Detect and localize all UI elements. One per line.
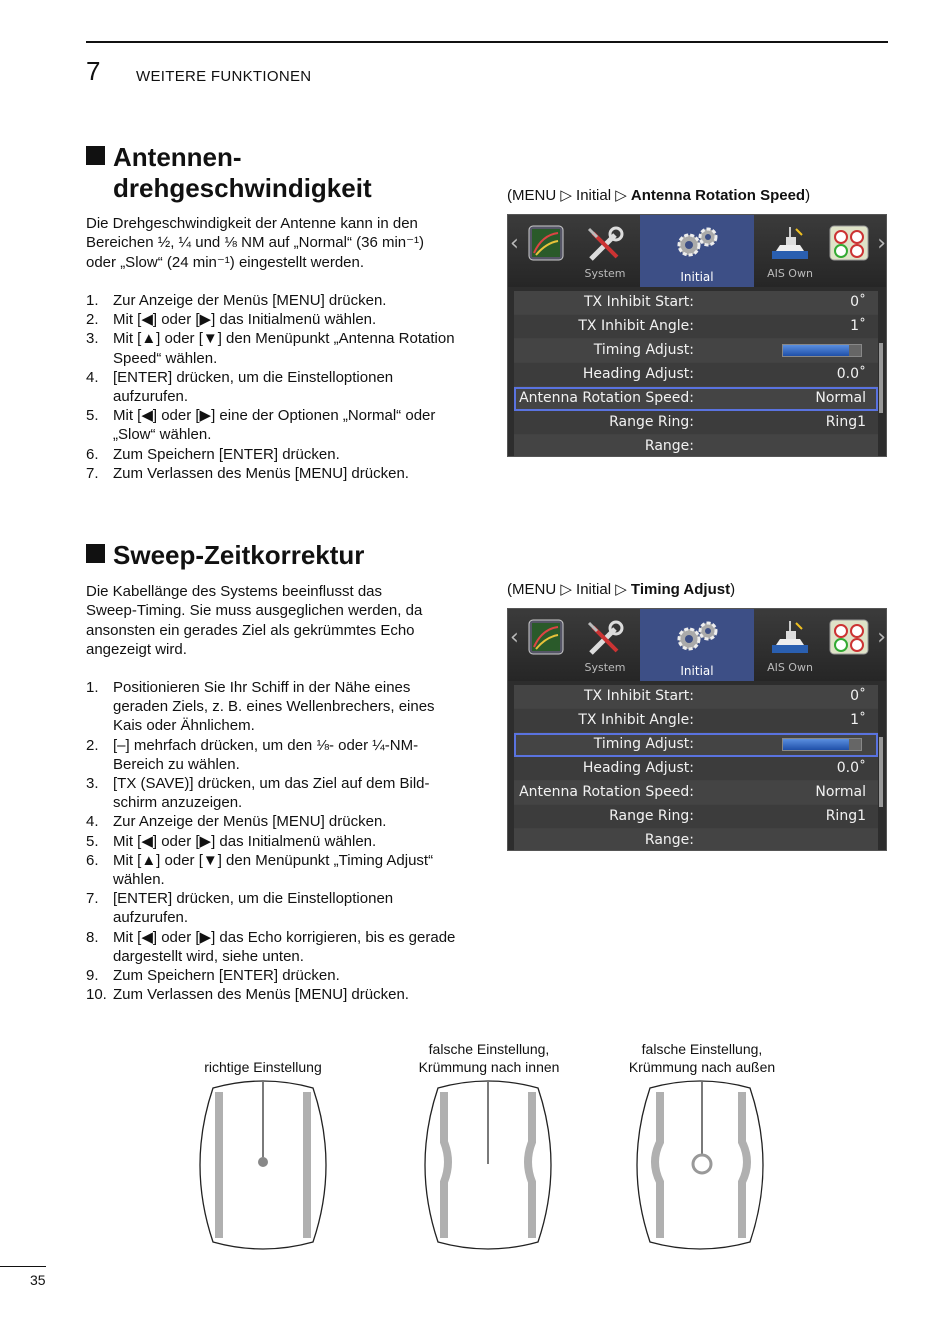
step-text: [–] mehrfach drücken, um den ⅛- oder ¼-NM-Bereich zu wählen. [113, 736, 419, 773]
tab-radar[interactable] [526, 215, 566, 287]
step-number: 3. [86, 330, 99, 348]
step-number: 1. [86, 679, 99, 696]
step-item [86, 928, 466, 966]
step-number: 4. [86, 368, 99, 386]
own-ship-dot [258, 1157, 268, 1167]
step-text: [TX (SAVE)] drücken, um das Ziel auf dem Bildschirm anzuzeigen. [113, 775, 430, 812]
menu-row[interactable] [514, 291, 878, 315]
tab-prev-icon[interactable]: ‹ [510, 231, 519, 256]
menu-row-value: Ring1 [825, 414, 866, 430]
menu-row[interactable] [514, 435, 878, 457]
timing-adjust-bar[interactable] [782, 738, 862, 751]
menu-row-label: Timing Adjust: [593, 342, 694, 358]
tab-label: Initial [680, 270, 714, 284]
timing-adjust-fill [783, 345, 849, 356]
section-heading-sweep: Sweep-Zeitkorrektur [86, 540, 364, 571]
section-heading-antenna-speed: Antennen- drehgeschwindigkeit [86, 142, 372, 204]
header-rule [86, 41, 888, 43]
menu-row[interactable] [514, 315, 878, 339]
step-number: 8. [86, 928, 99, 946]
step-text: Zum Verlassen des Menüs [MENU] drücken. [113, 464, 409, 482]
menu-row[interactable] [514, 709, 878, 733]
step-number: 5. [86, 832, 99, 850]
menu-row-value: Ring1 [825, 808, 866, 824]
tab-system[interactable] [570, 609, 640, 681]
menu-row-label: TX Inhibit Start: [584, 688, 694, 704]
menu-row-label: TX Inhibit Start: [584, 294, 694, 310]
tab-label: System [584, 661, 626, 674]
menu-screen-antenna-speed [507, 214, 887, 457]
menu-screen-timing-adjust [507, 608, 887, 851]
tab-initial[interactable] [640, 609, 754, 681]
menu-row-label: TX Inhibit Angle: [578, 318, 694, 334]
menu-row-label: Range Ring: [609, 808, 694, 824]
step-number: 2. [86, 736, 99, 754]
step-item [86, 678, 466, 736]
sweep-caption-correct: richtige Einstellung [204, 1059, 322, 1075]
step-item [86, 889, 466, 927]
page-number: 35 [30, 1272, 46, 1288]
step-text: Mit [◀] oder [▶] eine der Optionen „Normal“ oder „Slow“ wählen. [113, 407, 436, 444]
tab-system[interactable] [570, 215, 640, 287]
step-text: Mit [◀] oder [▶] das Echo korrigieren, bis es gerade dargestellt wird, siehe unten. [113, 928, 456, 965]
tab-prev-icon[interactable]: ‹ [510, 625, 519, 650]
menu-row[interactable] [514, 781, 878, 805]
menu-row-value: Normal [815, 390, 866, 406]
tab-label: System [584, 267, 626, 280]
step-item [86, 464, 466, 483]
menu-row-label: Heading Adjust: [582, 366, 694, 382]
step-item [86, 812, 466, 831]
step-item [86, 368, 466, 406]
ship-icon [770, 619, 810, 659]
menu-rows [514, 685, 878, 851]
sweep-caption-outward: falsche Einstellung, Krümmung nach außen [628, 1041, 776, 1075]
step-text: Positionieren Sie Ihr Schiff in der Nähe eines geraden Ziels, z. B. eines Wellenbrechers, eines Kais oder Ähnlichem. [113, 679, 435, 735]
menu-row-value: 1˚ [850, 712, 866, 728]
menu-row-value: 0˚ [850, 688, 866, 704]
step-text: Mit [◀] oder [▶] das Initialmenü wählen. [113, 311, 377, 329]
sweep-diagram-correct [193, 1080, 333, 1250]
step-item [86, 329, 466, 367]
tab-ais-own[interactable] [758, 215, 822, 287]
menu-row-label: Heading Adjust: [582, 760, 694, 776]
chapter-number: 7 [86, 56, 101, 86]
step-text: Zum Verlassen des Menüs [MENU] drücken. [113, 986, 409, 1004]
step-text: Zur Anzeige der Menüs [MENU] drücken. [113, 813, 387, 831]
step-number: 1. [86, 292, 99, 309]
step-number: 6. [86, 445, 99, 463]
menu-row[interactable] [514, 805, 878, 829]
step-text: Zum Speichern [ENTER] drücken. [113, 445, 340, 463]
menu-row-label: Range: [644, 832, 694, 848]
wrench-screwdriver-icon [585, 619, 625, 663]
heading-square-icon [86, 146, 105, 165]
echo-right-curve [528, 1092, 532, 1238]
step-text: [ENTER] drücken, um die Einstelloptionen aufzurufen. [113, 890, 394, 927]
sweep-caption-inward: falsche Einstellung, Krümmung nach innen [418, 1041, 560, 1075]
ship-icon [770, 225, 810, 265]
step-item [86, 774, 466, 812]
menu-scrollbar[interactable] [879, 737, 883, 807]
menu-row[interactable] [514, 339, 878, 363]
menu-row-value: 1˚ [850, 318, 866, 334]
menu-row-label: TX Inhibit Angle: [578, 712, 694, 728]
menu-tab-bar [508, 609, 887, 681]
tab-ais-own[interactable] [758, 609, 822, 681]
step-number: 5. [86, 407, 99, 425]
menu-row[interactable] [514, 829, 878, 851]
menu-tab-bar [508, 215, 887, 287]
step-number: 4. [86, 813, 99, 831]
step-number: 10. [86, 986, 107, 1004]
tab-label: AIS Own [767, 267, 813, 280]
step-item [86, 291, 466, 310]
step-text: Mit [▲] oder [▼] den Menüpunkt „Antenna Rotation Speed“ wählen. [113, 330, 455, 367]
menu-row-label: Timing Adjust: [593, 736, 694, 752]
menu-row-value: 0.0˚ [836, 760, 866, 776]
menu-row[interactable] [514, 757, 878, 781]
menu-row-value: 0.0˚ [836, 366, 866, 382]
menu-scrollbar[interactable] [879, 343, 883, 413]
timing-adjust-bar[interactable] [782, 344, 862, 357]
sweep-diagram-inward [418, 1080, 558, 1250]
menu-row-value: Normal [815, 784, 866, 800]
radar-screen-icon [528, 225, 564, 265]
menu-row[interactable] [514, 733, 878, 757]
step-item [86, 406, 466, 444]
heading-square-icon [86, 544, 105, 563]
menu-path-antenna-speed: (MENU ▷ Initial ▷ Antenna Rotation Speed) [507, 187, 811, 204]
menu-row-label: Antenna Rotation Speed: [519, 784, 694, 800]
wrench-screwdriver-icon [585, 225, 625, 269]
step-item [86, 966, 466, 985]
step-number: 7. [86, 464, 99, 482]
tab-initial[interactable] [640, 215, 754, 287]
gauges-icon [829, 225, 869, 265]
step-item [86, 832, 466, 851]
menu-path-timing-adjust: (MENU ▷ Initial ▷ Timing Adjust) [507, 581, 736, 598]
step-text: Zum Speichern [ENTER] drücken. [113, 967, 340, 985]
echo-left-curve [444, 1092, 448, 1238]
gears-icon [671, 619, 723, 657]
timing-adjust-fill [783, 739, 849, 750]
step-number: 9. [86, 967, 99, 985]
section2-intro: Die Kabellänge des Systems beeinflusst das Sweep-Timing. Sie muss ausgeglichen werden, da ansonsten ein gerades Ziel als gekrümmtes Echo angezeigt wird. [86, 583, 423, 659]
sweep-diagram-outward [630, 1080, 770, 1250]
section2-steps [86, 678, 466, 1004]
step-item [86, 445, 466, 464]
step-text: Mit [◀] oder [▶] das Initialmenü wählen. [113, 832, 377, 850]
step-text: Mit [▲] oder [▼] den Menüpunkt „Timing Adjust“ wählen. [113, 851, 434, 889]
tab-instruments[interactable] [826, 609, 872, 681]
step-item [86, 736, 466, 774]
step-item [86, 985, 466, 1004]
step-number: 6. [86, 851, 99, 869]
radar-screen-icon [528, 619, 564, 659]
footer-rule [0, 1266, 46, 1267]
section1-steps [86, 291, 466, 483]
step-item [86, 310, 466, 329]
tab-next-icon[interactable]: › [877, 231, 886, 256]
menu-rows [514, 291, 878, 457]
chapter-title: WEITERE FUNKTIONEN [136, 68, 312, 85]
tab-label: AIS Own [767, 661, 813, 674]
menu-row-value: 0˚ [850, 294, 866, 310]
menu-row-label: Range Ring: [609, 414, 694, 430]
step-number: 2. [86, 311, 99, 329]
step-number: 7. [86, 890, 99, 908]
gauges-icon [829, 619, 869, 659]
menu-row[interactable] [514, 685, 878, 709]
step-number: 3. [86, 775, 99, 793]
menu-row-label: Antenna Rotation Speed: [519, 390, 694, 406]
step-text: Zur Anzeige der Menüs [MENU] drücken. [113, 292, 387, 309]
tab-next-icon[interactable]: › [877, 625, 886, 650]
tab-instruments[interactable] [826, 215, 872, 287]
tab-radar[interactable] [526, 609, 566, 681]
menu-row[interactable] [514, 411, 878, 435]
step-text: [ENTER] drücken, um die Einstelloptionen aufzurufen. [113, 368, 394, 406]
menu-row[interactable] [514, 363, 878, 387]
section1-intro: Die Drehgeschwindigkeit der Antenne kann in den Bereichen ½, ¼ und ⅛ NM auf „Normal“ (36 min⁻¹) oder „Slow“ (24 min⁻¹) eingestellt werden. [86, 215, 425, 271]
gears-icon [671, 225, 723, 263]
step-item [86, 851, 466, 889]
tab-label: Initial [680, 664, 714, 678]
menu-row[interactable] [514, 387, 878, 411]
menu-row-label: Range: [644, 438, 694, 454]
